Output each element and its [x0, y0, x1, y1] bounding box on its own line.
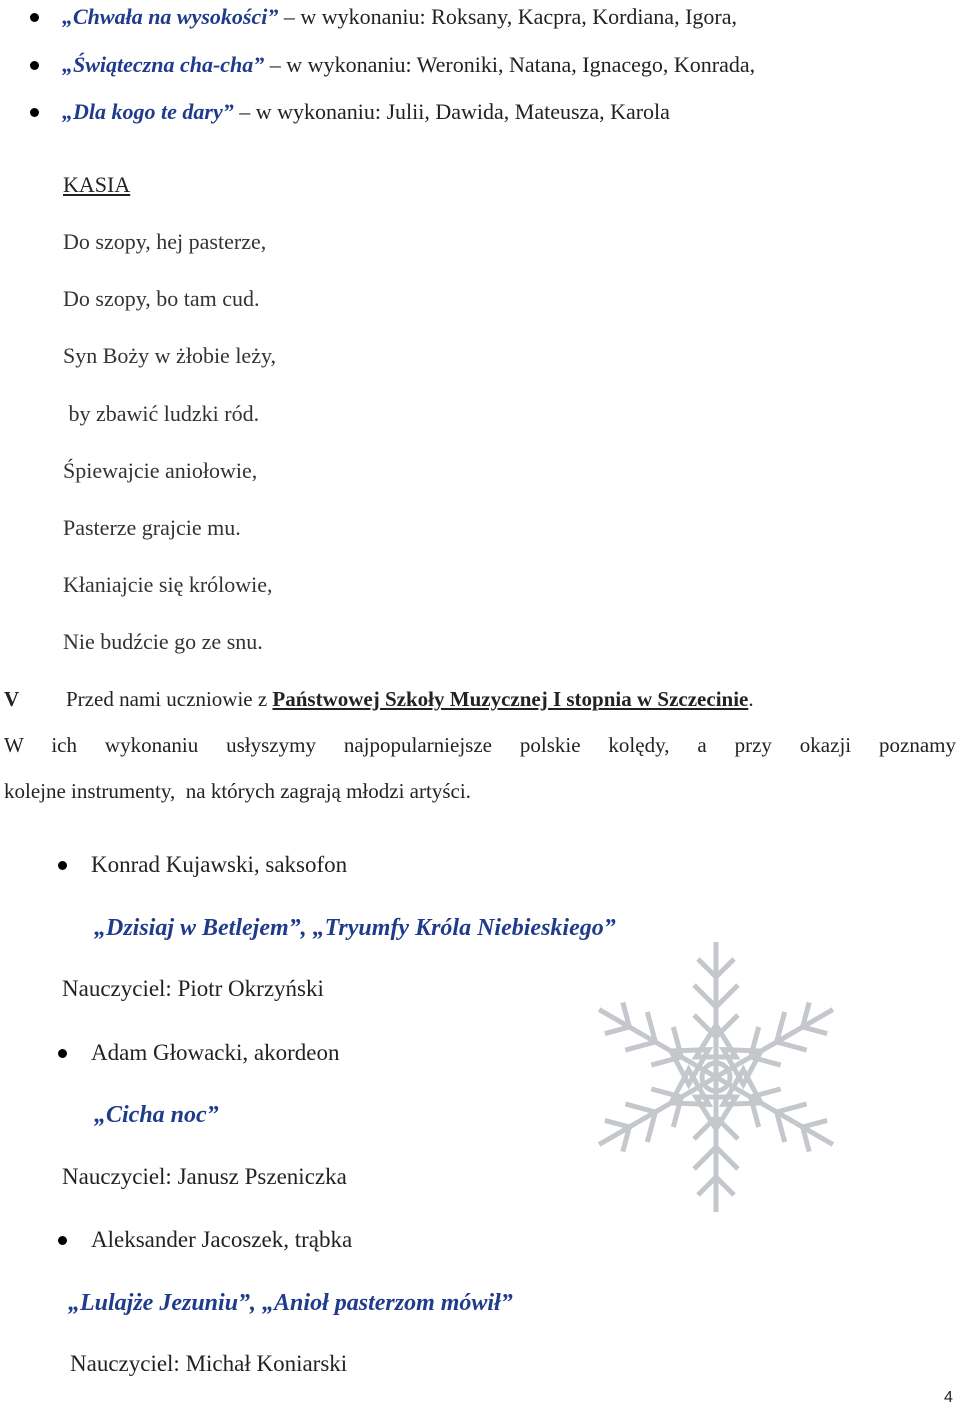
- song-performers: – w wykonaniu: Roksany, Kacpra, Kordiana, Igora,: [278, 4, 737, 29]
- poem-line: Śpiewajcie aniołowie,: [63, 458, 258, 483]
- school-name: Państwowej Szkoły Muzycznej I stopnia w Szczecinie: [272, 687, 749, 711]
- page-number: 4: [944, 1389, 953, 1406]
- poem-line: Syn Boży w żłobie leży,: [63, 343, 277, 368]
- performer-songs: „Dzisiaj w Betlejem”, „Tryumfy Króla Niebieskiego”: [94, 915, 616, 941]
- performer-name: Adam Głowacki, akordeon: [91, 1040, 340, 1065]
- performer-songs: „Cicha noc”: [94, 1102, 219, 1128]
- performer-teacher: Nauczyciel: Michał Koniarski: [70, 1351, 348, 1376]
- bullet-icon: [30, 13, 39, 22]
- section-intro-end: .: [748, 687, 754, 711]
- performer-teacher: Nauczyciel: Piotr Okrzyński: [62, 976, 324, 1001]
- poem-line: Do szopy, hej pasterze,: [63, 229, 267, 254]
- section-intro-text: Przed nami uczniowie z: [66, 687, 273, 711]
- song-entry: [62, 3, 737, 31]
- song-performers: – w wykonaniu: Weroniki, Natana, Ignacego, Konrada,: [264, 52, 756, 77]
- performer-songs: „Lulajże Jezuniu”, „Anioł pasterzom mówił”: [68, 1290, 513, 1316]
- poem-speaker: KASIA: [63, 172, 131, 197]
- song-entry: [62, 98, 670, 126]
- poem-line: Do szopy, bo tam cud.: [63, 286, 260, 311]
- performer-teacher: Nauczyciel: Janusz Pszeniczka: [62, 1164, 347, 1189]
- bullet-icon: [30, 108, 39, 117]
- song-performers: – w wykonaniu: Julii, Dawida, Mateusza, Karola: [233, 99, 670, 124]
- snowflake-icon: [556, 932, 876, 1222]
- song-title: „Dla kogo te dary”: [62, 99, 234, 124]
- section-paragraph-line: W ich wykonaniu usłyszymy najpopularniejsze polskie kolędy, a przy okazji poznamy: [4, 733, 956, 757]
- section-paragraph-line: kolejne instrumenty, na których zagrają młodzi artyści.: [4, 779, 471, 803]
- bullet-icon: [58, 1049, 67, 1058]
- section-number: V: [4, 687, 20, 711]
- poem-line: by zbawić ludzki ród.: [63, 401, 260, 426]
- section-intro: [66, 685, 754, 713]
- poem-line: Pasterze grajcie mu.: [63, 515, 241, 540]
- bullet-icon: [58, 1236, 67, 1245]
- bullet-icon: [30, 61, 39, 70]
- performer-name: Konrad Kujawski, saksofon: [91, 852, 348, 877]
- song-title: „Świąteczna cha-cha”: [62, 52, 265, 77]
- poem-line: Nie budźcie go ze snu.: [63, 629, 263, 654]
- song-title: „Chwała na wysokości”: [62, 4, 279, 29]
- performer-name: Aleksander Jacoszek, trąbka: [91, 1227, 353, 1252]
- bullet-icon: [58, 861, 67, 870]
- poem-line: Kłaniajcie się królowie,: [63, 572, 273, 597]
- song-entry: [62, 51, 755, 79]
